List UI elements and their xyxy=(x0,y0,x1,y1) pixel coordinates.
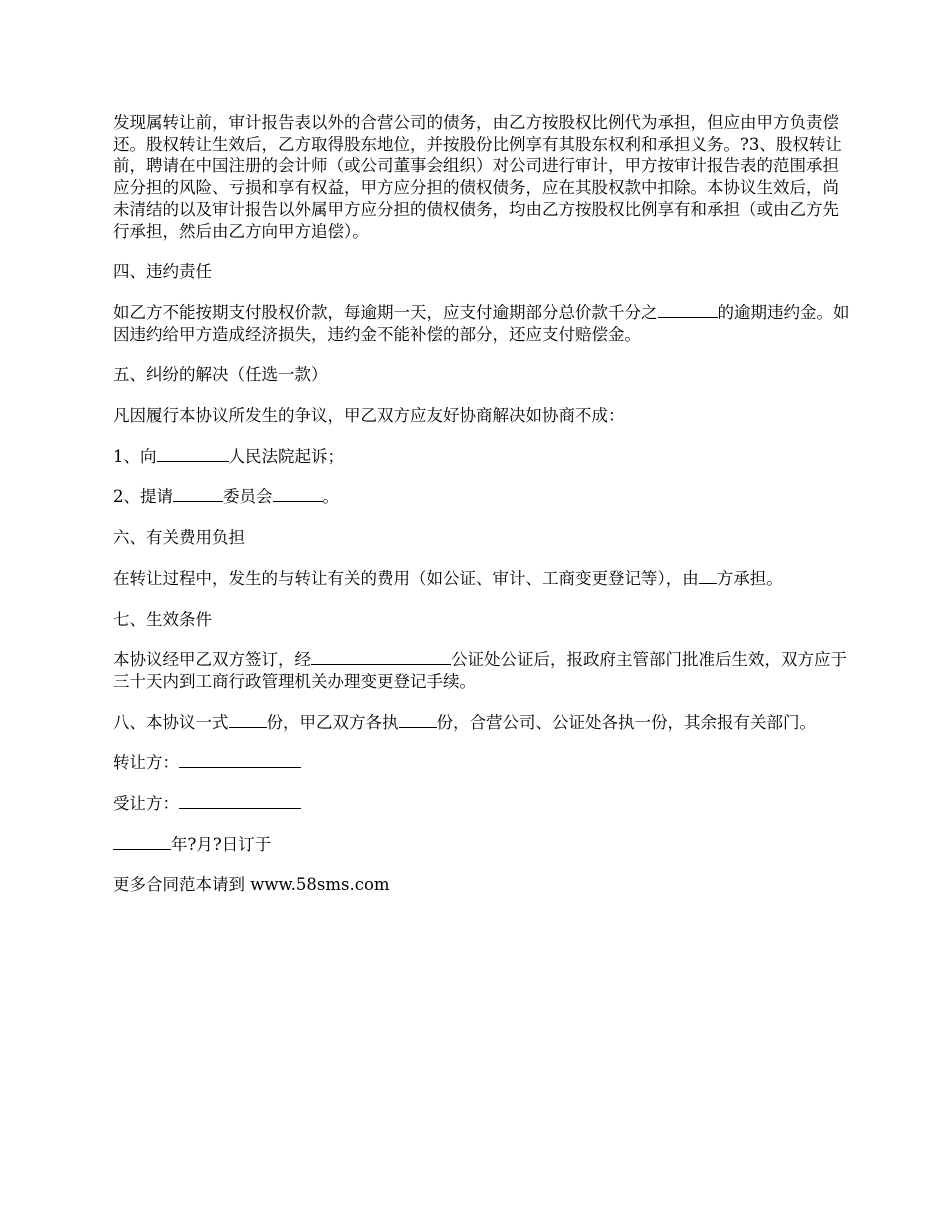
year-blank xyxy=(113,834,171,850)
paragraph-expenses: 在转让过程中，发生的与转让有关的费用（如公证、审计、工商变更登记等），由 方承担。 xyxy=(113,568,783,588)
signing-date: 年?月?日订于 xyxy=(113,834,853,856)
paragraph-breach: 如乙方不能按期支付股权价款，每逾期一天，应支付逾期部分总价款千分之 的逾期违约金。如因违约给甲方造成经济损失，违约金不能补偿的部分，还应支付赔偿金。 xyxy=(113,302,850,344)
court-name-blank xyxy=(157,446,229,462)
arbitration-detail-blank xyxy=(273,486,323,502)
paragraph-dispute: 凡因履行本协议所发生的争议，甲乙双方应友好协商解决如协商不成： xyxy=(113,406,625,426)
footer-link-text: 更多合同范本请到 www.58sms.com xyxy=(113,875,390,895)
heading-expenses: 六、有关费用负担 xyxy=(113,528,245,548)
transferor-blank xyxy=(179,752,301,768)
copies-each-blank xyxy=(399,712,437,728)
transferee-blank xyxy=(179,793,301,809)
copies-total-blank xyxy=(229,712,267,728)
paragraph-copies: 八、本协议一式 份，甲乙双方各执 份，合营公司、公证处各执一份，其余报有关部门。 xyxy=(113,712,816,732)
heading-dispute-resolution: 五、纠纷的解决（任选一款） xyxy=(113,365,328,385)
signature-transferor: 转让方： xyxy=(113,752,853,774)
contract-document xyxy=(113,112,853,915)
notary-blank xyxy=(311,649,451,665)
signature-transferee: 受让方： xyxy=(113,793,853,815)
dispute-option-court: 1、向 人民法院起诉； xyxy=(113,446,344,466)
paragraph-liabilities: 发现属转让前，审计报告表以外的合营公司的债务，由乙方按股权比例代为承担，但应由甲方负责偿还。股权转让生效后，乙方取得股东地位，并按股份比例享有其股东权利和承担义务。?3、股权转让前，聘请在中国注册的会计师（或公司董事会组织）对公司进行审计，甲方按审计报告表的范围承担应分担的风险、亏损和享有权益，甲方应分担的债权债务，应在其股权款中扣除。本协议生效后，尚未清结的以及审计报告以外属甲方应分担的债权债务，均由乙方按股权比例享有和承担（或由乙方先行承担，然后由乙方向甲方追偿）。 xyxy=(113,113,842,241)
party-blank xyxy=(699,568,717,584)
heading-effective-conditions: 七、生效条件 xyxy=(113,609,212,629)
dispute-option-arbitration: 2、提请 委员会 。 xyxy=(113,487,339,507)
paragraph-effective: 本协议经甲乙双方签订，经 公证处公证后，报政府主管部门批准后生效，双方应于三十天内到工商行政管理机关办理变更登记手续。 xyxy=(113,650,847,691)
heading-breach-liability: 四、违约责任 xyxy=(113,262,212,282)
arbitration-body-blank xyxy=(173,486,223,502)
penalty-rate-blank xyxy=(658,302,718,318)
